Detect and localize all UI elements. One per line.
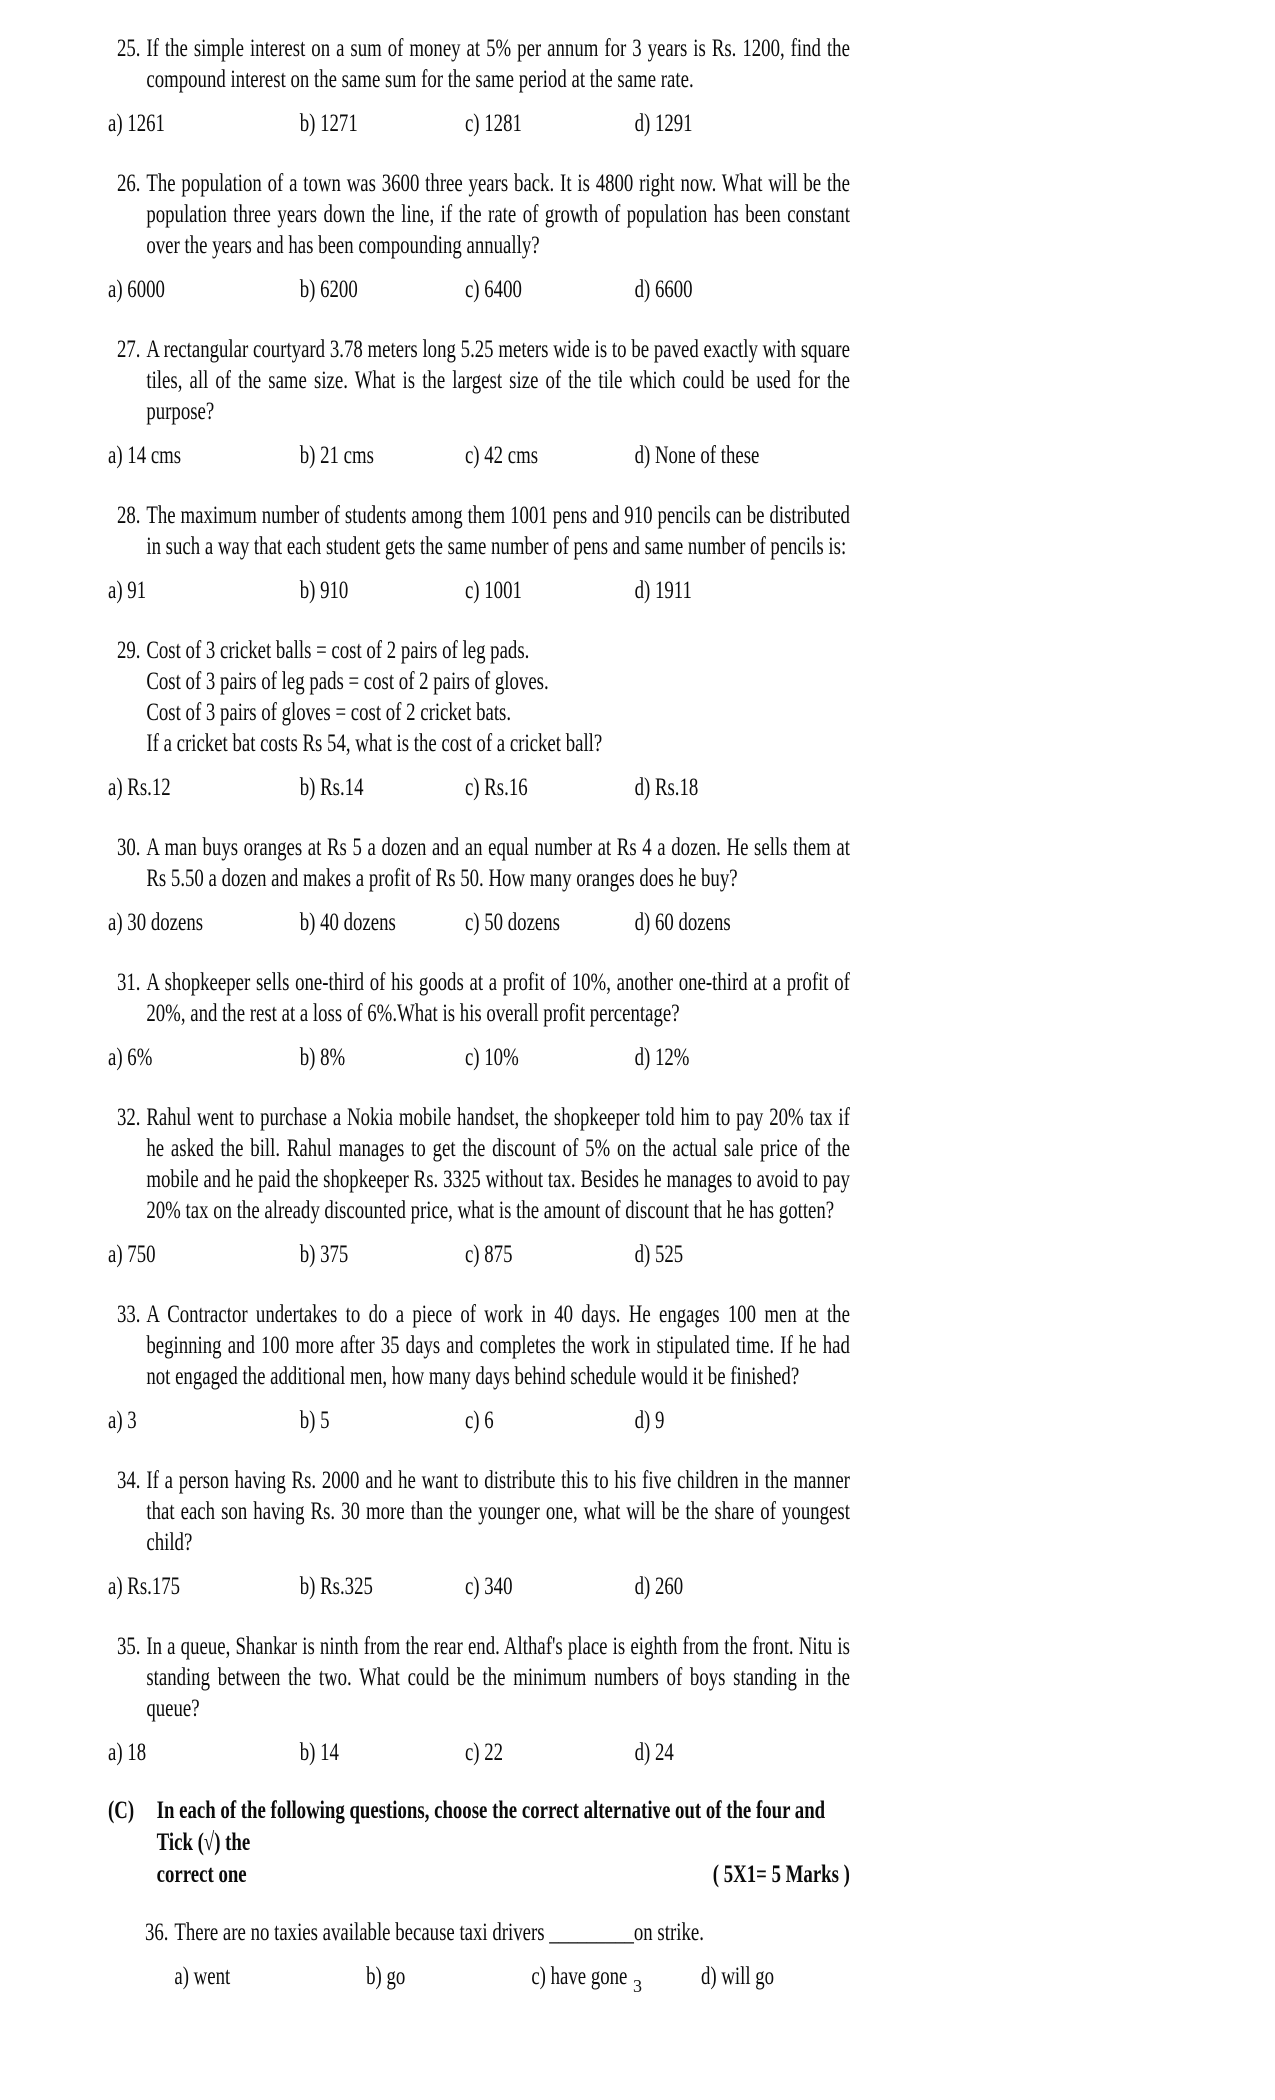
option-b[interactable]: b) Rs.14 <box>299 772 364 801</box>
options-row-33 <box>108 1404 850 1444</box>
spacer <box>108 479 850 499</box>
options-row-25 <box>108 107 850 147</box>
spacer <box>108 1278 850 1298</box>
option-c[interactable]: c) 1281 <box>464 108 522 137</box>
option-d[interactable]: d) 24 <box>634 1737 674 1766</box>
section-marks: ( 5X1= 5 Marks ) <box>712 1859 850 1888</box>
option-b[interactable]: b) 375 <box>299 1239 349 1268</box>
option-a[interactable]: a) 18 <box>108 1737 147 1766</box>
option-d[interactable]: d) 60 dozens <box>634 907 731 936</box>
section-label: (C) <box>108 1795 135 1824</box>
option-d[interactable]: d) 9 <box>634 1405 665 1434</box>
question-number: 35. <box>116 1631 141 1660</box>
question-block-27 <box>108 333 850 426</box>
option-a[interactable]: a) Rs.12 <box>108 772 171 801</box>
option-b[interactable]: b) 8% <box>299 1042 346 1071</box>
option-a[interactable]: a) Rs.175 <box>108 1571 181 1600</box>
question-text <box>146 634 850 758</box>
option-c[interactable]: c) 42 cms <box>464 440 539 469</box>
option-b[interactable]: b) 21 cms <box>299 440 374 469</box>
options-row-34 <box>108 1570 850 1610</box>
option-b[interactable]: b) 5 <box>299 1405 330 1434</box>
option-b[interactable]: b) 910 <box>299 575 349 604</box>
spacer <box>108 1610 850 1630</box>
option-d[interactable]: d) 260 <box>634 1571 684 1600</box>
page-content <box>108 32 850 2000</box>
question-number: 27. <box>116 334 141 363</box>
question-number: 33. <box>116 1299 141 1328</box>
question-text: If a person having Rs. 2000 and he want to distribute this to his five children in the manner that each son having Rs. 30 more than the younger one, what will be the share of youngest child? <box>146 1465 850 1556</box>
option-d[interactable]: d) 1911 <box>634 575 692 604</box>
options-row-32 <box>108 1238 850 1278</box>
spacer <box>108 313 850 333</box>
question-text <box>174 1916 850 1947</box>
question-block-29 <box>108 634 850 758</box>
question-text: In a queue, Shankar is ninth from the rear end. Althaf's place is eighth from the front. Nitu is standing between the two. What could be the minimum numbers of boys standing in the queue? <box>146 1631 850 1722</box>
option-a[interactable]: a) 14 cms <box>108 440 182 469</box>
question-line: Cost of 3 pairs of leg pads = cost of 2 pairs of gloves. <box>146 666 549 695</box>
question-number: 34. <box>116 1465 141 1494</box>
option-a[interactable]: a) 6% <box>108 1042 153 1071</box>
option-d[interactable]: d) 12% <box>634 1042 690 1071</box>
option-c[interactable]: c) 22 <box>464 1737 504 1766</box>
fill-in-blank[interactable]: _________ <box>549 1917 634 1946</box>
question-text: If the simple interest on a sum of money at 5% per annum for 3 years is Rs. 1200, find the compound interest on the same sum for the same period at the same rate. <box>146 33 850 93</box>
question-number: 29. <box>116 635 141 664</box>
options-row-29 <box>108 771 850 811</box>
question-block-28 <box>108 499 850 561</box>
section-c-heading <box>108 1794 850 1890</box>
option-a[interactable]: a) 6000 <box>108 274 165 303</box>
option-a[interactable]: a) 30 dozens <box>108 907 204 936</box>
text-column <box>108 32 850 2000</box>
option-c[interactable]: c) Rs.16 <box>464 772 528 801</box>
page-number: 3 <box>633 1976 642 1996</box>
question-text: A rectangular courtyard 3.78 meters long 5.25 meters wide is to be paved exactly with square tiles, all of the same size. What is the largest size of the tile which could be used for the purpose? <box>146 334 850 425</box>
question-text-before-blank: There are no taxies available because taxi drivers <box>174 1917 550 1946</box>
question-text: The maximum number of students among them 1001 pens and 910 pencils can be distributed in such a way that each student gets the same number of pens and same number of pencils is: <box>146 500 850 560</box>
option-c[interactable]: c) 6 <box>464 1405 494 1434</box>
option-d[interactable]: d) 525 <box>634 1239 684 1268</box>
option-c[interactable]: c) 50 dozens <box>464 907 560 936</box>
question-number: 36. <box>144 1917 169 1946</box>
options-row-27 <box>108 439 850 479</box>
option-a[interactable]: a) 3 <box>108 1405 137 1434</box>
question-text: A Contractor undertakes to do a piece of work in 40 days. He engages 100 men at the beginning and 100 more after 35 days and completes the work in stipulated time. If he had not engaged the additional men, how many days behind schedule would it be finished? <box>146 1299 850 1390</box>
option-b[interactable]: b) 14 <box>299 1737 339 1766</box>
question-block-33 <box>108 1298 850 1391</box>
question-block-26 <box>108 167 850 260</box>
question-number: 25. <box>116 33 141 62</box>
options-row-28 <box>108 574 850 614</box>
question-block-30 <box>108 831 850 893</box>
options-row-26 <box>108 273 850 313</box>
option-b[interactable]: b) 1271 <box>299 108 358 137</box>
question-text: A man buys oranges at Rs 5 a dozen and an equal number at Rs 4 a dozen. He sells them at Rs 5.50 a dozen and makes a profit of Rs 50. How many oranges does he buy? <box>146 832 850 892</box>
options-row-30 <box>108 906 850 946</box>
question-line: Cost of 3 pairs of gloves = cost of 2 cricket bats. <box>146 697 512 726</box>
option-d[interactable]: d) None of these <box>634 440 760 469</box>
section-instruction <box>108 1794 850 1890</box>
option-a[interactable]: a) 1261 <box>108 108 165 137</box>
question-block-25 <box>108 32 850 94</box>
option-c[interactable]: c) 340 <box>464 1571 513 1600</box>
section-instruction-line2: correct one <box>156 1859 247 1888</box>
question-block-31 <box>108 966 850 1028</box>
option-d[interactable]: d) 6600 <box>634 274 693 303</box>
question-number: 31. <box>116 967 141 996</box>
option-c[interactable]: c) 6400 <box>464 274 522 303</box>
question-text: The population of a town was 3600 three years back. It is 4800 right now. What will be the population three years down the line, if the rate of growth of population has been constant over the years and has been compounding annually? <box>146 168 850 259</box>
spacer <box>108 1444 850 1464</box>
option-b[interactable]: b) go <box>366 1961 406 1990</box>
question-block-32 <box>108 1101 850 1225</box>
option-b[interactable]: b) 6200 <box>299 274 358 303</box>
option-b[interactable]: b) Rs.325 <box>299 1571 373 1600</box>
option-d[interactable]: d) Rs.18 <box>634 772 699 801</box>
option-d[interactable]: d) will go <box>700 1961 775 1990</box>
question-number: 32. <box>116 1102 141 1131</box>
section-instruction-line2-wrap <box>157 1858 850 1890</box>
option-a[interactable]: a) 91 <box>108 575 147 604</box>
question-text-after-blank: on strike. <box>633 1917 704 1946</box>
question-block-35 <box>108 1630 850 1723</box>
spacer <box>108 946 850 966</box>
option-d[interactable]: d) 1291 <box>634 108 693 137</box>
option-b[interactable]: b) 40 dozens <box>299 907 396 936</box>
spacer <box>108 614 850 634</box>
question-line: If a cricket bat costs Rs 54, what is the cost of a cricket ball? <box>146 728 603 757</box>
question-text: Rahul went to purchase a Nokia mobile handset, the shopkeeper told him to pay 20% tax if he asked the bill. Rahul manages to get the discount of 5% on the actual sale price of the mobile and he paid the shopkeeper Rs. 3325 without tax. Besides he manages to avoid to pay 20% tax on the already discounted price, what is the amount of discount that he has gotten? <box>146 1102 850 1224</box>
option-a[interactable]: a) 750 <box>108 1239 156 1268</box>
spacer <box>108 147 850 167</box>
options-row-35 <box>108 1736 850 1776</box>
question-line: Cost of 3 cricket balls = cost of 2 pairs of leg pads. <box>146 635 530 664</box>
options-row-31 <box>108 1041 850 1081</box>
option-c[interactable]: c) 875 <box>464 1239 513 1268</box>
spacer <box>108 1890 850 1916</box>
section-instruction-line1: In each of the following questions, choose the correct alternative out of the four and Tick (√) the <box>156 1795 826 1856</box>
spacer <box>108 811 850 831</box>
question-block-36 <box>108 1916 850 1947</box>
option-a[interactable]: a) went <box>174 1961 231 1990</box>
question-number: 30. <box>116 832 141 861</box>
option-c[interactable]: c) 10% <box>464 1042 519 1071</box>
option-c[interactable]: c) have gone <box>531 1961 628 1990</box>
question-number: 26. <box>116 168 141 197</box>
question-text: A shopkeeper sells one-third of his goods at a profit of 10%, another one-third at a profit of 20%, and the rest at a loss of 6%.What is his overall profit percentage? <box>146 967 850 1027</box>
question-block-34 <box>108 1464 850 1557</box>
question-number: 28. <box>116 500 141 529</box>
option-c[interactable]: c) 1001 <box>464 575 522 604</box>
spacer <box>108 1081 850 1101</box>
